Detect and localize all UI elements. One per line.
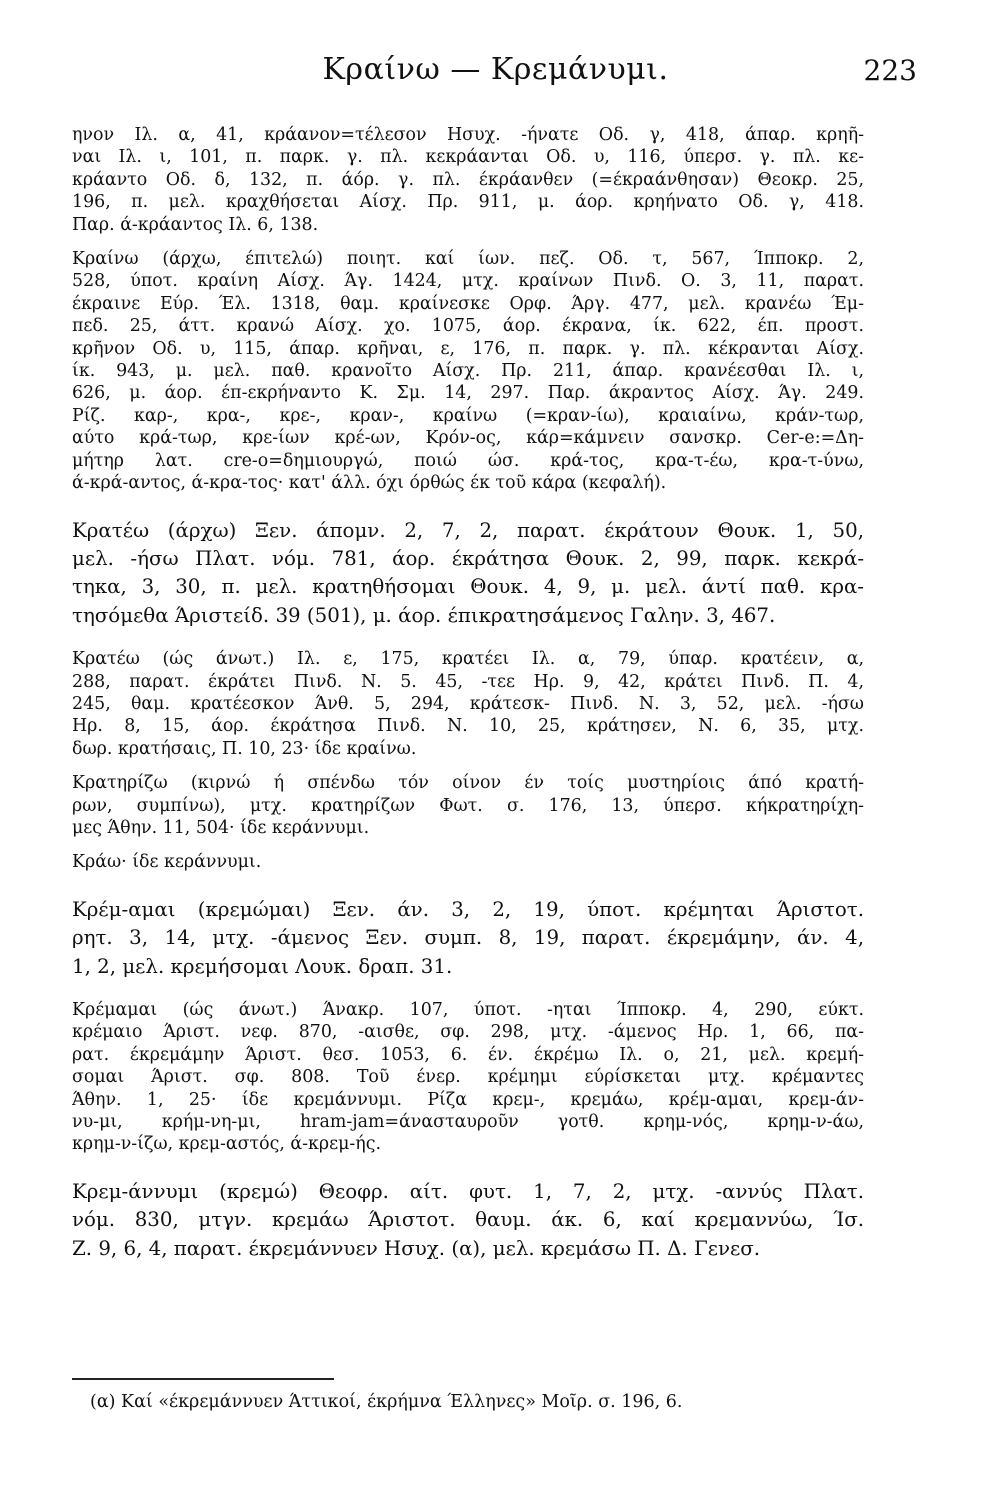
dictionary-entry [72,999,864,1156]
entry-line: κρῆνον Οδ. υ, 115, άπαρ. κρῆναι, ε, 176, π. παρκ. γ. πλ. κέκρανται Αίσχ. [72,338,864,359]
entry-line: τησόμεθα Άριστείδ. 39 (501), μ. άορ. έπικρατησάμενος Γαλην. 3, 467. [72,603,776,627]
entry-line: δωρ. κρατήσαις, Π. 10, 23· ίδε κραίνω. [72,738,417,759]
running-title: Κραίνω — Κρεμάνυμι. [322,52,669,87]
entry-line: 626, μ. άορ. έπ-εκρήναντο Κ. Σμ. 14, 297. Παρ. άκραντος Αίσχ. Άγ. 249. [72,383,864,404]
dictionary-entry [72,517,864,631]
dictionary-entry [72,648,864,760]
entry-line: Κρατέω (ώς άνωτ.) Ιλ. ε, 175, κρατέει Ιλ. α, 79, ύπαρ. κρατέειν, α, [72,649,864,670]
entry-line: μες Άθην. 11, 504· ίδε κεράννυμι. [72,817,370,838]
entry-line: Άθην. 1, 25· ίδε κρεμάννυμι. Ρίζα κρεμ-, κρεμάω, κρέμ-αμαι, κρεμ-άν- [72,1089,864,1110]
entry-line: μελ. -ήσω Πλατ. νόμ. 781, άορ. έκράτησα Θουκ. 2, 99, παρκ. κεκρά- [72,546,864,570]
entry-line: μήτηρ λατ. cre-o=δημιουργώ, ποιώ ώσ. κρά-τος, κρα-τ-έω, κρα-τ-ύνω, [72,450,864,471]
footnote-divider [72,1378,334,1380]
entry-line: κρημ-ν-ίζω, κρεμ-αστός, ά-κρεμ-ής. [72,1134,381,1155]
entry-line: ρατ. έκρεμάμην Άριστ. θεσ. 1053, 6. έν. έκρέμω Ιλ. ο, 21, μελ. κρεμή- [72,1044,864,1065]
entry-line: κρέμαιο Άριστ. νεφ. 870, -αισθε, σφ. 298, μτχ. -άμενος Ηρ. 1, 66, πα- [72,1022,864,1043]
page-header [100,52,917,96]
entry-line: 528, ύποτ. κραίνη Αίσχ. Άγ. 1424, μτχ. κραίνων Πινδ. Ο. 3, 11, παρατ. [72,271,864,292]
dictionary-entry [72,772,864,839]
dictionary-entry [72,248,864,494]
entry-line: νυ-μι, κρήμ-νη-μι, hram-jam=άνασταυροῦν γοτθ. κρημ-νός, κρημ-ν-άω, [72,1112,864,1133]
entry-line: ναι Ιλ. ι, 101, π. παρκ. γ. πλ. κεκράανται Οδ. υ, 116, ύπερσ. γ. πλ. κε- [72,147,864,168]
entry-line: κράαντο Οδ. δ, 132, π. άόρ. γ. πλ. έκράανθεν (=έκραάνθησαν) Θεοκρ. 25, [72,169,864,190]
entry-line: ρητ. 3, 14, μτχ. -άμενος Ξεν. συμπ. 8, 19, παρατ. έκρεμάμην, άν. 4, [72,926,864,950]
entry-line: ηνον Ιλ. α, 41, κράανον=τέλεσον Ησυχ. -ήνατε Οδ. γ, 418, άπαρ. κρηῆ- [72,125,864,145]
entry-line: τηκα, 3, 30, π. μελ. κρατηθήσομαι Θουκ. 4, 9, μ. μελ. άντί παθ. κρα- [72,575,864,599]
entry-line: Ηρ. 8, 15, άορ. έκράτησα Πινδ. Ν. 10, 25, κράτησεν, Ν. 6, 35, μτχ. [72,716,864,737]
entry-line: ίκ. 943, μ. μελ. παθ. κρανοῖτο Αίσχ. Πρ. 211, άπαρ. κρανέεσθαι Ιλ. ι, [72,361,864,382]
entry-line: αύτο κρά-τωρ, κρε-ίων κρέ-ων, Κρόν-ος, κάρ=κάμνειν σανσκρ. Cer-e:=Δη- [72,428,864,449]
entry-line: Παρ. ά-κράαντος Ιλ. 6, 138. [72,214,319,235]
entry-line: 245, θαμ. κρατέεσκον Άνθ. 5, 294, κράτεσκ- Πινδ. Ν. 3, 52, μελ. -ήσω [72,693,864,714]
entry-line: ά-κρά-αντος, ά-κρα-τος· κατ' άλλ. όχι όρθώς έκ τοῦ κάρα (κεφαλή). [72,473,667,494]
entry-line: Ζ. 9, 6, 4, παρατ. έκρεμάννυεν Ησυχ. (α), μελ. κρεμάσω Π. Δ. Γενεσ. [72,1236,761,1260]
entry-line: Κρέμ-αμαι (κρεμώμαι) Ξεν. άν. 3, 2, 19, ύποτ. κρέμηται Άριστοτ. [72,897,864,921]
entry-line: Ρίζ. καρ-, κρα-, κρε-, κραν-, κραίνω (=κραν-ίω), κραιαίνω, κράν-τωρ, [72,405,864,426]
dictionary-entry [72,896,864,981]
entry-line: σομαι Άριστ. σφ. 808. Τοῦ ένερ. κρέμημι εύρίσκεται μτχ. κρέμαντες [72,1067,864,1088]
entry-line: Κραίνω (άρχω, έπιτελώ) ποιητ. καί ίων. πεζ. Οδ. τ, 567, Ίπποκρ. 2, [72,249,864,270]
footnote: (α) Καί «έκρεμάννυεν Άττικοί, έκρήμνα Έλληνες» Μοῖρ. σ. 196, 6. [90,1392,683,1412]
entry-line: Κρατέω (άρχω) Ξεν. άπομν. 2, 7, 2, παρατ. έκράτουν Θουκ. 1, 50, [72,518,864,542]
entry-line: πεδ. 25, άττ. κρανώ Αίσχ. χο. 1075, άορ. έκρανα, ίκ. 622, έπ. προστ. [72,316,864,337]
entry-line: 1, 2, μελ. κρεμήσομαι Λουκ. δραπ. 31. [72,954,453,978]
entry-line: Κρατηρίζω (κιρνώ ή σπένδω τόν οίνον έν τοίς μυστηρίοις άπό κρατή- [72,773,864,794]
entry-line: 196, π. μελ. κραχθήσεται Αίσχ. Πρ. 911, μ. άορ. κρηήνατο Οδ. γ, 418. [72,192,864,213]
dictionary-entry [72,1178,864,1263]
entry-line: νόμ. 830, μτγν. κρεμάω Άριστοτ. θαυμ. άκ. 6, καί κρεμαννύω, Ίσ. [72,1208,864,1232]
dictionary-entry [72,851,864,873]
page-number: 223 [863,54,917,87]
entry-line: Κρεμ-άννυμι (κρεμώ) Θεοφρ. αίτ. φυτ. 1, 7, 2, μτχ. -αννύς Πλατ. [72,1179,864,1203]
entry-line: Κράω· ίδε κεράννυμι. [72,852,262,873]
dictionary-entries [72,124,864,1281]
entry-line: έκραινε Εύρ. Έλ. 1318, θαμ. κραίνεσκε Ορφ. Άργ. 477, μελ. κρανέω Έμ- [72,293,864,314]
dictionary-entry [72,124,864,236]
entry-line: ρων, συμπίνω), μτχ. κρατηρίζων Φωτ. σ. 176, 13, ύπερσ. κήκρατηρίχη- [72,795,864,816]
entry-line: 288, παρατ. έκράτει Πινδ. Ν. 5. 45, -τεε Ηρ. 9, 42, κράτει Πινδ. Π. 4, [72,671,864,692]
entry-line: Κρέμαμαι (ώς άνωτ.) Άνακρ. 107, ύποτ. -ηται Ίπποκρ. 4, 290, εύκτ. [72,1000,864,1020]
